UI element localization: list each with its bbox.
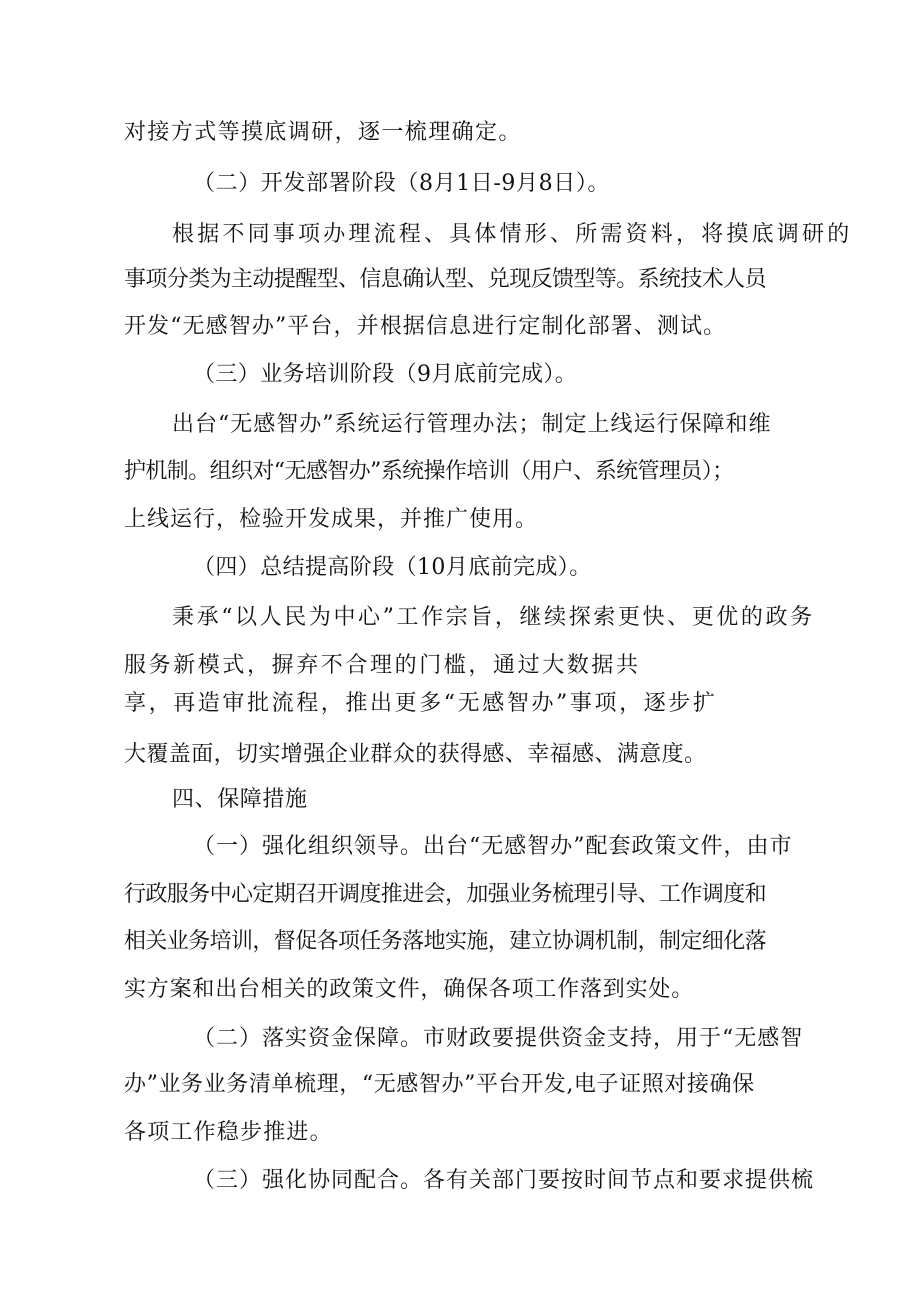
text-line: 根据不同事项办理流程、具体情形、所需资料，将摸底调研的: [172, 222, 853, 247]
text-line: 出台“无感智办”系统运行管理办法；制定上线运行保障和维: [172, 412, 772, 437]
text-line: 护机制。组织对“无感智办”系统操作培训（用户、系统管理员）；: [124, 459, 734, 484]
text-line: （三）强化协同配合。各有关部门要按时间节点和要求提供梳: [193, 1168, 815, 1193]
text-line: 事项分类为主动提醒型、信息确认型、兑现反馈型等。系统技术人员: [124, 267, 767, 292]
text-line: 行政服务中心定期召开调度推进会，加强业务梳理引导、工作调度和: [124, 882, 767, 907]
text-line: 享，再造审批流程，推出更多“无感智办”事项，逐步扩: [124, 691, 718, 716]
section-heading: 四、保障措施: [172, 787, 308, 812]
text-line: 上线运行，检验开发成果，并推广使用。: [124, 507, 539, 532]
section-heading: （四）总结提高阶段（10月底前完成）。: [193, 555, 592, 580]
text-line: 相关业务培训，督促各项任务落地实施，建立协调机制，制定细化落: [124, 929, 767, 954]
text-line: 各项工作稳步推进。: [124, 1120, 333, 1145]
section-heading: （二）开发部署阶段（8月1日-9月8日）。: [193, 171, 611, 196]
text-line: 服务新模式，摒弃不合理的门槛，通过大数据共: [124, 653, 641, 678]
text-line: 开发“无感智办”平台，并根据信息进行定制化部署、测试。: [124, 314, 727, 339]
text-line: （二）落实资金保障。市财政要提供资金支持，用于“无感智: [193, 1026, 804, 1051]
text-line: 办”业务业务清单梳理，“无感智办”平台开发,电子证照对接确保: [124, 1072, 755, 1097]
text-line: 秉承“以人民为中心”工作宗旨，继续探索更快、更优的政务: [172, 605, 815, 630]
text-line: 实方案和出台相关的政策文件，确保各项工作落到实处。: [124, 977, 695, 1002]
text-line: （一）强化组织领导。出台“无感智办”配套政策文件，由市: [193, 834, 793, 859]
text-line: 对接方式等摸底调研，逐一梳理确定。: [124, 120, 522, 145]
section-heading: （三）业务培训阶段（9月底前完成）。: [193, 362, 578, 387]
text-line: 大覆盖面，切实增强企业群众的获得感、幸福感、满意度。: [124, 742, 707, 767]
